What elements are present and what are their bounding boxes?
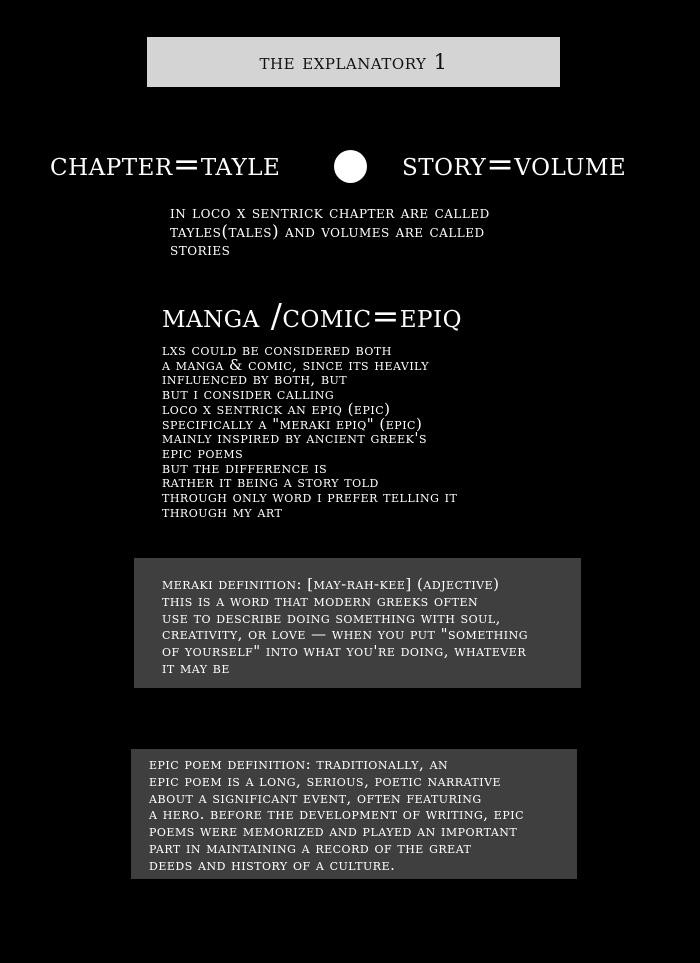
epic-line: poems were memorized and played an important [149,822,518,841]
epic-line: part in maintaining a record of the great [149,838,472,857]
body-line: but the difference is [162,458,328,477]
heading-manga-comic-epiq: manga /comic=epiq [162,296,462,335]
epic-line: about a significant event, often featuring [149,788,482,807]
meraki-line: of yourself" into what you're doing, whatever [162,642,527,661]
body-line: mainly inspired by ancient greek's [162,429,427,448]
epic-line: deeds and history of a culture. [149,855,396,874]
meraki-line: this is a word that modern greeks often [162,591,479,610]
body-line: through my art [162,502,283,521]
meraki-line: meraki definition: [may-rah-kee] (adjective) [162,575,500,593]
epic-line: epic poem is a long, serious, poetic narrative [149,771,502,790]
intro-line: stories [170,240,231,260]
body-line: through only word i prefer telling it [162,488,458,507]
epiq-explanation [162,343,457,519]
intro-line: in loco x sentrick chapter are called [170,203,490,223]
meraki-line: creativity, or love — when you put "something [162,625,529,644]
heading-chapter-tayle: chapter=tayle [50,144,281,183]
body-line: lxs could be considered both [162,341,392,359]
body-line: epic poems [162,443,244,462]
meraki-definition-box [134,558,581,688]
page-title: the explanatory 1 [259,50,448,74]
body-line: a manga & comic, since its heavily [162,355,430,374]
intro-line: tayles(tales) and volumes are called [170,221,485,242]
title-banner [147,37,560,87]
body-line: specifically a "meraki epiq" (epic) [162,414,423,433]
separator-dot-icon [334,150,367,183]
body-line: influenced by both, but [162,370,348,389]
body-line: loco x sentrick an epiq (epic) [162,399,391,418]
body-line: rather it being a story told [162,473,379,492]
meraki-line: it may be [162,658,230,677]
meraki-line: use to describe doing something with soul, [162,608,501,627]
epic-poem-definition-box [131,749,577,879]
epic-line: a hero. before the development of writing, epic [149,805,524,824]
heading-story-volume: story=volume [402,144,627,183]
intro-paragraph [170,204,570,260]
epic-line: epic poem definition: traditionally, an [149,755,449,773]
body-line: but i consider calling [162,385,335,404]
